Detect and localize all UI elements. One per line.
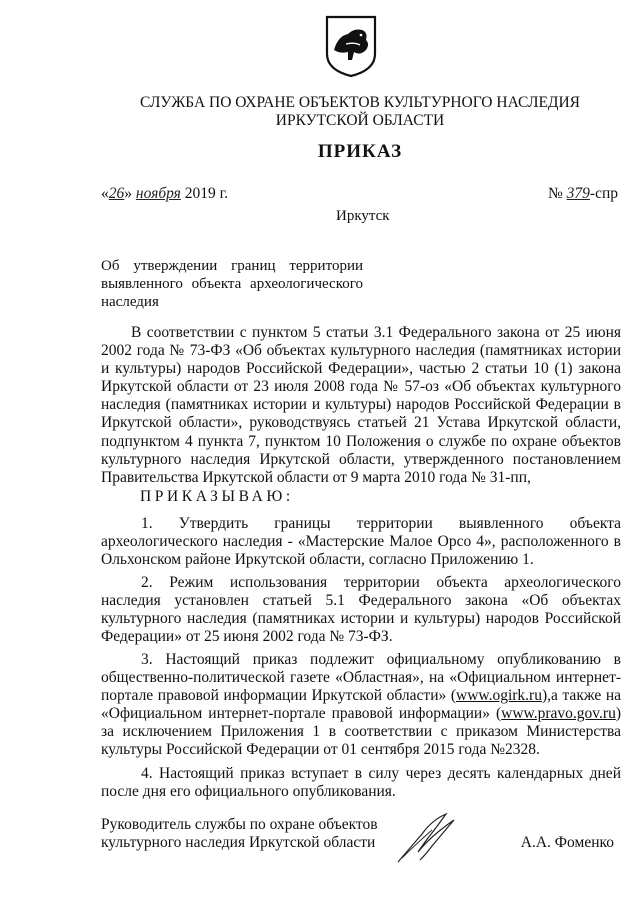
coat-of-arms-emblem <box>324 14 378 78</box>
date-month-handwritten: ноября <box>135 185 181 202</box>
pravo-link[interactable]: www.pravo.gov.ru <box>501 705 616 723</box>
document-number <box>548 185 618 203</box>
organization-name-line1: СЛУЖБА ПО ОХРАНЕ ОБЪЕКТОВ КУЛЬТУРНОГО НАСЛЕДИЯ <box>139 94 581 111</box>
order-directive-word: ПРИКАЗЫВАЮ: <box>140 488 294 505</box>
signatory-position-line2: культурного наследия Иркутской области <box>101 834 376 851</box>
document-date <box>101 185 228 203</box>
date-close-quote: » <box>124 185 132 202</box>
order-item-3-text-c: ) за исключением Приложения 1 в соответствии с приказом Министерства культуры Российской Федерации от 01 сентября 2015 года №2328. <box>101 705 621 759</box>
preamble-paragraph: В соответствии с пунктом 5 статьи 3.1 Федерального закона от 25 июня 2002 года № 73-ФЗ «Об объектах культурного наследия (памятниках истории и культуры) народов Российской Федерации», частью 2 статьи 10 (1) закона Иркутской области от 23 июля 2008 года № 57-оз «Об объектах культурного наследия (памятниках истории и культуры) народов Российской Федерации в Иркутской области», руководствуясь статьей 21 Устава Иркутской области, подпунктом 4 пункта 7, пунктом 10 Положения о службе по охране объектов культурного наследия Иркутской области, утвержденного постановлением Правительства Иркутской области от 9 марта 2010 года № 31-пп, <box>101 324 621 486</box>
number-suffix: -спр <box>589 185 618 202</box>
date-open-quote: « <box>101 185 109 202</box>
date-day-handwritten: 26 <box>108 185 125 202</box>
document-type-title: ПРИКАЗ <box>317 141 403 162</box>
ogirk-link[interactable]: www.ogirk.ru <box>456 687 542 705</box>
number-prefix: № <box>547 185 563 202</box>
organization-name-line2: ИРКУТСКОЙ ОБЛАСТИ <box>275 112 445 129</box>
order-item-3 <box>101 651 621 760</box>
signatory-position <box>101 816 391 852</box>
document-subject: Об утверждении границ территории выявленного объекта археологического наследия <box>101 258 363 310</box>
order-item-1: 1. Утвердить границы территории выявленного объекта археологического наследия - «Мастерские Малое Орсо 4», расположенного в Ольхонском районе Иркутской области, согласно Приложению 1. <box>101 515 621 569</box>
city-name: Иркутск <box>336 208 390 224</box>
order-item-3-text-a: 3. Настоящий приказ подлежит официальному опубликованию в общественно-политической газете «Областная», на «Официальном интернет-портале правовой информации Иркутской области» ( <box>101 651 621 705</box>
date-year: 2019 г. <box>184 185 229 202</box>
order-item-3-text-b: ),а также на «Официальном интернет-портале правовой информации» ( <box>101 687 621 723</box>
number-value-handwritten: 379 <box>566 185 590 202</box>
signatory-position-line1: Руководитель службы по охране объектов <box>101 816 378 833</box>
order-item-2: 2. Режим использования территории объекта археологического наследия установлен статьей 5.1 Федерального закона «Об объектах культурного наследия (памятниках истории и культуры) народов Российской Федерации» от 25 июня 2002 года № 73-ФЗ. <box>101 574 621 646</box>
handwritten-signature <box>392 808 462 868</box>
signatory-name: А.А. Фоменко <box>520 834 614 851</box>
order-item-4: 4. Настоящий приказ вступает в силу через десять календарных дней после дня его официального опубликования. <box>101 765 621 801</box>
